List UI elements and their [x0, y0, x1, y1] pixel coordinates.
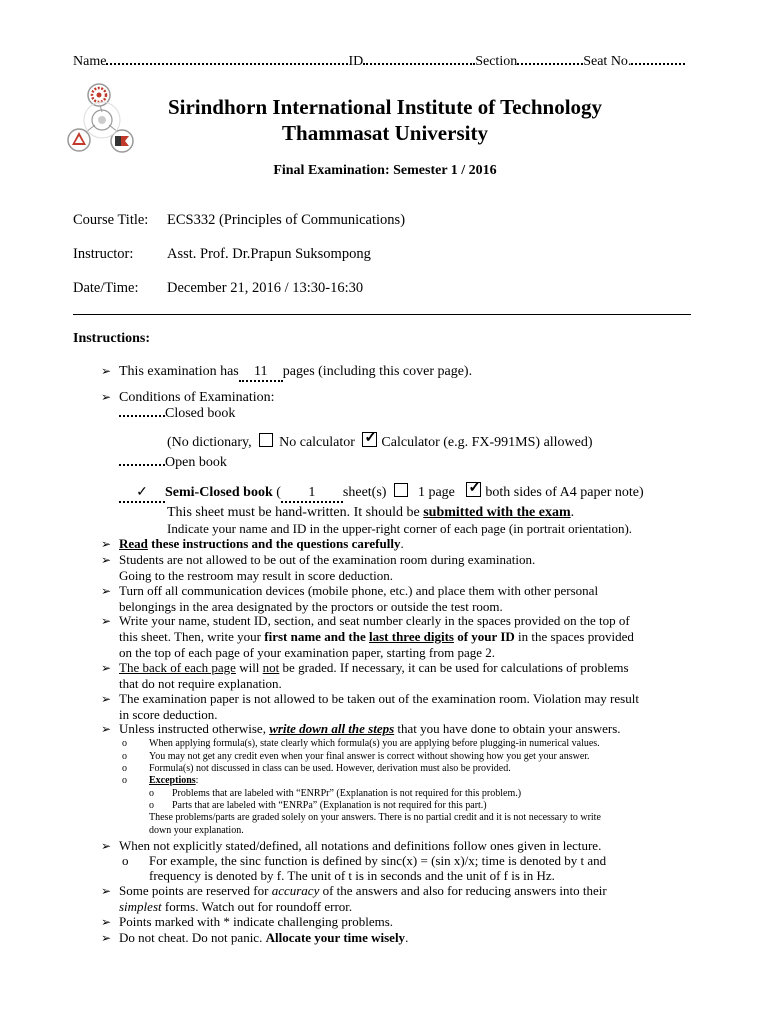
sub-item-2: o You may not get any credit even when your final answer is correct without showing how you get your answer. [122, 751, 590, 762]
arrow-icon: ➢ [101, 390, 112, 404]
arrow-icon: ➢ [101, 537, 112, 551]
calculator-options: (No dictionary, No calculator ✓ Calculator (e.g. FX-991MS) allowed) [167, 432, 593, 451]
name-blank[interactable] [106, 53, 348, 65]
cheat-item: ➢ Do not cheat. Do not panic. Allocate your time wisely. [101, 930, 409, 945]
arrow-icon: ➢ [101, 884, 112, 898]
info-date-label: Date/Time: [73, 280, 139, 296]
back-item: ➢ The back of each page will not be graded. If necessary, it can be used for calculations of problems [101, 660, 629, 675]
sheet-count[interactable]: 1 [281, 485, 343, 503]
id-blank[interactable] [363, 53, 475, 65]
page-count: 11 [239, 364, 283, 382]
circle-bullet-icon: o [149, 788, 154, 799]
points-item: ➢ Some points are reserved for accuracy of the answers and also for reducing answers into their [101, 883, 607, 898]
circle-bullet-icon: o [149, 800, 154, 811]
seat-label: Seat No. [583, 54, 632, 69]
header-line [73, 53, 685, 70]
seat-blank[interactable] [631, 53, 685, 65]
students-item: ➢ Students are not allowed to be out of the examination room during examination. [101, 552, 536, 567]
points-item-line2: simplest forms. Watch out for roundoff error. [119, 899, 353, 914]
arrow-icon: ➢ [101, 661, 112, 675]
name-label: Name [73, 54, 107, 69]
exceptions-note-line2: down your explanation. [149, 825, 244, 836]
section-label: Section [475, 54, 518, 69]
semi-closed-option[interactable]: ✓ Semi-Closed book ( 1 sheet(s) 1 page ✓ both sides of A4 paper note) [119, 482, 644, 503]
unless-item: ➢ Unless instructed otherwise, write down all the steps that you have done to obtain your answers. [101, 721, 621, 736]
closed-book-option[interactable]: Closed book [119, 406, 235, 422]
back-item-line2: that do not require explanation. [119, 676, 282, 691]
arrow-icon: ➢ [101, 692, 112, 706]
arrow-icon: ➢ [101, 722, 112, 736]
circle-bullet-icon: o [122, 751, 127, 762]
info-instructor-label: Instructor: [73, 246, 134, 262]
students-item-line2: Going to the restroom may result in score deduction. [119, 568, 394, 583]
read-item: ➢ Read these instructions and the questions carefully. [101, 536, 404, 551]
arrow-icon: ➢ [101, 364, 112, 378]
instructions-heading: Instructions: [73, 331, 151, 346]
id-label: ID [348, 54, 364, 69]
write-item: ➢ Write your name, student ID, section, and seat number clearly in the spaces provided on the top of [101, 613, 630, 628]
handwritten-note: This sheet must be hand-written. It should be submitted with the exam. [167, 505, 575, 520]
circle-bullet-icon: o [122, 853, 129, 868]
info-instructor-value: Asst. Prof. Dr.Prapun Suksompong [167, 246, 371, 262]
university-title: Thammasat University [282, 121, 488, 145]
turnoff-item: ➢ Turn off all communication devices (mobile phone, etc.) and place them with other personal [101, 583, 599, 598]
subsub-item-2: o Parts that are labeled with “ENRPa” (Explanation is not required for this part.) [149, 800, 487, 811]
when-item: ➢ When not explicitly stated/defined, all notations and definitions follow ones given in lecture. [101, 838, 602, 853]
sub-item-4: o Exceptions: [122, 775, 199, 786]
indicate-note: Indicate your name and ID in the upper-right corner of each page (in portrait orientation). [167, 521, 633, 536]
section-blank[interactable] [517, 53, 583, 65]
open-book-option[interactable]: Open book [119, 455, 227, 471]
when-sub-item-line2: frequency is denoted by f. The unit of t is in seconds and the unit of f is in Hz. [149, 868, 555, 883]
sub-item-1: o When applying formula(s), state clearly which formula(s) you are applying before plugging-in numerical values. [122, 738, 600, 749]
info-course-label: Course Title: [73, 212, 149, 228]
conditions-heading: ➢ Conditions of Examination: [101, 390, 275, 405]
paper-item-line2: in score deduction. [119, 707, 218, 722]
sub-item-3: o Formula(s) not discussed in class can be used. However, derivation must also be provided. [122, 763, 511, 774]
write-item-line3: on the top of each page of your examination paper, starting from page 2. [119, 645, 495, 660]
arrow-icon: ➢ [101, 839, 112, 853]
exam-title: Final Examination: Semester 1 / 2016 [273, 163, 497, 178]
info-course-value: ECS332 (Principles of Communications) [167, 212, 406, 228]
circle-bullet-icon: o [122, 775, 127, 786]
circle-bullet-icon: o [122, 763, 127, 774]
divider [73, 314, 691, 315]
institute-title: Sirindhorn International Institute of Technology [167, 95, 603, 119]
arrow-icon: ➢ [101, 614, 112, 628]
star-item: ➢ Points marked with * indicate challenging problems. [101, 914, 394, 929]
calculator-checkbox-checked[interactable] [362, 432, 377, 447]
when-sub-item: o For example, the sinc function is defined by sinc(x) = (sin x)/x; time is denoted by t and [122, 853, 607, 868]
arrow-icon: ➢ [101, 931, 112, 945]
write-item-line2: this sheet. Then, write your first name and the last three digits of your ID in the spaces provided [119, 629, 634, 644]
paper-item: ➢ The examination paper is not allowed to be taken out of the examination room. Violation may result [101, 691, 639, 706]
info-date-value: December 21, 2016 / 13:30-16:30 [167, 280, 364, 296]
circle-bullet-icon: o [122, 738, 127, 749]
turnoff-item-line2: belongings in the area designated by the proctors or outside the test room. [119, 599, 503, 614]
pages-line: ➢ This examination has 11 pages (including this cover page). [101, 364, 472, 382]
one-page-checkbox[interactable] [394, 483, 408, 497]
no-calculator-checkbox[interactable] [259, 433, 273, 447]
arrow-icon: ➢ [101, 915, 112, 929]
siit-logo [62, 80, 142, 160]
subsub-item-1: o Problems that are labeled with “ENRPr” (Explanation is not required for this problem.) [149, 788, 522, 799]
closed-book-blank[interactable] [119, 415, 165, 417]
open-book-blank[interactable] [119, 464, 165, 466]
exceptions-note: These problems/parts are graded solely on your answers. There is no partial credit and it is not necessary to write [149, 812, 601, 823]
check-mark-icon: ✓ [136, 485, 148, 500]
arrow-icon: ➢ [101, 553, 112, 567]
semi-closed-blank[interactable] [119, 484, 165, 503]
arrow-icon: ➢ [101, 584, 112, 598]
both-sides-checkbox-checked[interactable] [466, 482, 481, 497]
